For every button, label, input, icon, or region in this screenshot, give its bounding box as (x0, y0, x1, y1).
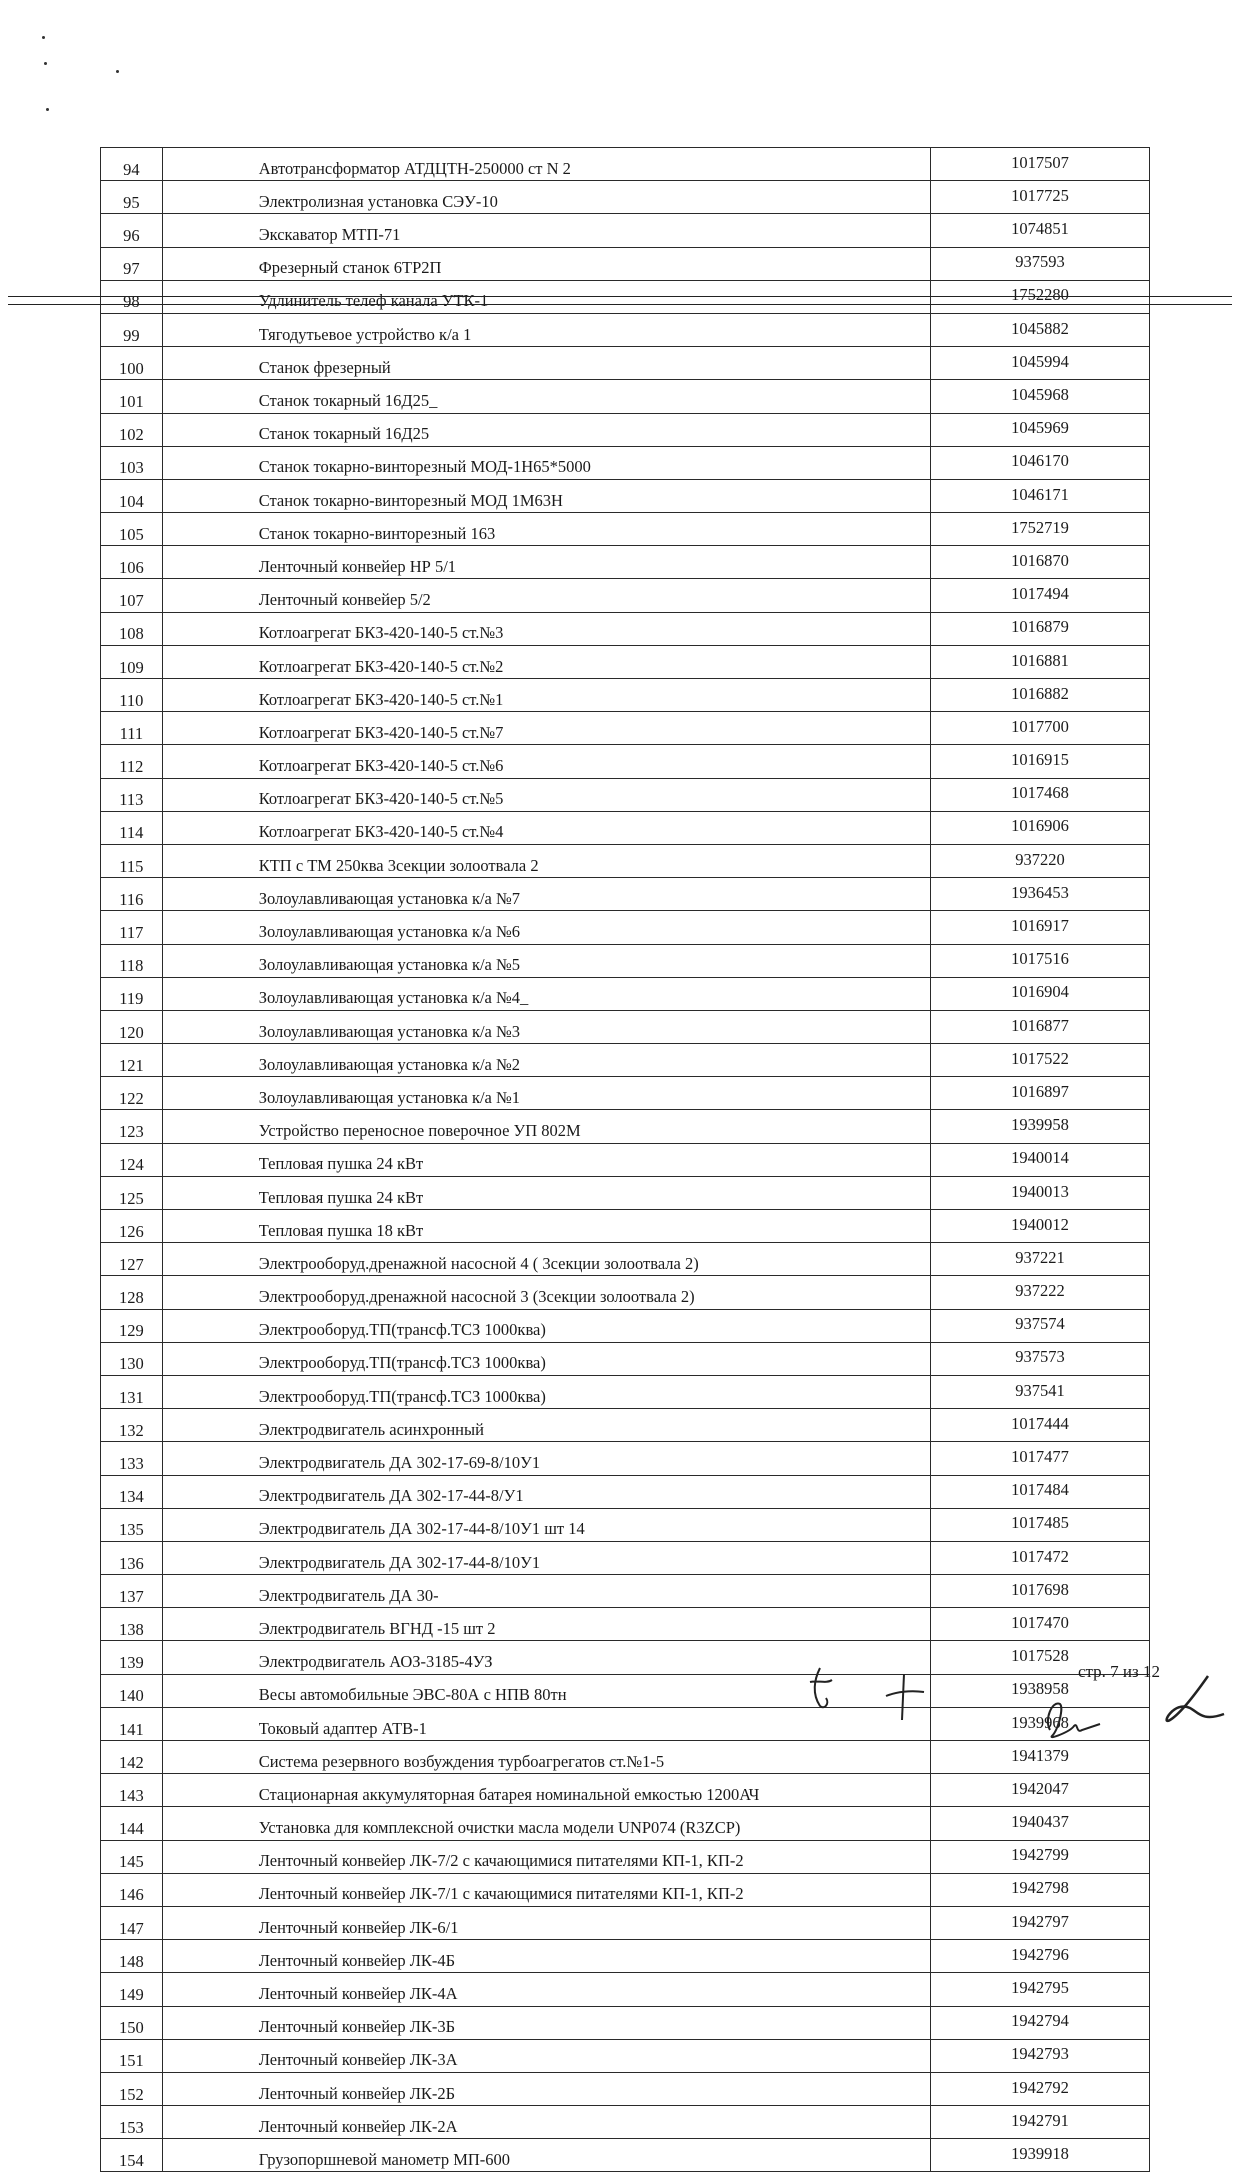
inventory-code: 1016882 (930, 679, 1149, 712)
item-name: Тепловая пушка 24 кВт (162, 1143, 930, 1176)
item-name: Станок фрезерный (162, 347, 930, 380)
item-name: Система резервного возбуждения турбоагрегатов ст.№1-5 (162, 1741, 930, 1774)
item-name: Автотрансформатор АТДЦТН-250000 ст N 2 (162, 148, 930, 181)
row-number: 118 (101, 944, 163, 977)
item-name: Электрооборуд.дренажной насосной 4 ( 3секции золоотвала 2) (162, 1243, 930, 1276)
row-number: 108 (101, 612, 163, 645)
row-number: 115 (101, 844, 163, 877)
row-number: 143 (101, 1774, 163, 1807)
item-name: Золоулавливающая установка к/а №5 (162, 944, 930, 977)
table-row (101, 1741, 1150, 1774)
inventory-code: 1942795 (930, 1973, 1149, 2006)
table-row (101, 513, 1150, 546)
inventory-code: 1942798 (930, 1873, 1149, 1906)
row-number: 95 (101, 181, 163, 214)
item-name: Золоулавливающая установка к/а №4_ (162, 977, 930, 1010)
table-row (101, 811, 1150, 844)
table-row (101, 1044, 1150, 1077)
inventory-code: 1045969 (930, 413, 1149, 446)
table-row (101, 1840, 1150, 1873)
inventory-code: 937220 (930, 844, 1149, 877)
inventory-code: 1752280 (930, 280, 1149, 313)
row-number: 97 (101, 247, 163, 280)
inventory-code: 937541 (930, 1375, 1149, 1408)
item-name: Станок токарный 16Д25_ (162, 380, 930, 413)
inventory-code: 937221 (930, 1243, 1149, 1276)
inventory-code: 1016870 (930, 546, 1149, 579)
inventory-code: 1017725 (930, 181, 1149, 214)
table-row (101, 546, 1150, 579)
inventory-code: 1016904 (930, 977, 1149, 1010)
table-row (101, 1674, 1150, 1707)
inventory-code: 1017522 (930, 1044, 1149, 1077)
row-number: 105 (101, 513, 163, 546)
item-name: Ленточный конвейер ЛК-4А (162, 1973, 930, 2006)
row-number: 102 (101, 413, 163, 446)
item-name: Ленточный конвейер НР 5/1 (162, 546, 930, 579)
table-row (101, 1276, 1150, 1309)
item-name: Станок токарно-винторезный МОД-1Н65*5000 (162, 446, 930, 479)
item-name: Электродвигатель асинхронный (162, 1409, 930, 1442)
table-row (101, 844, 1150, 877)
item-name: Станок токарный 16Д25 (162, 413, 930, 446)
table-row (101, 1475, 1150, 1508)
row-number: 134 (101, 1475, 163, 1508)
item-name: Котлоагрегат БКЗ-420-140-5 ст.№1 (162, 679, 930, 712)
table-row (101, 1940, 1150, 1973)
inventory-code: 1942794 (930, 2006, 1149, 2039)
item-name: Золоулавливающая установка к/а №2 (162, 1044, 930, 1077)
item-name: Электродвигатель ВГНД -15 шт 2 (162, 1608, 930, 1641)
table-row (101, 1906, 1150, 1939)
table-row (101, 1409, 1150, 1442)
row-number: 98 (101, 280, 163, 313)
inventory-code: 1942792 (930, 2072, 1149, 2105)
inventory-code: 1017528 (930, 1641, 1149, 1674)
item-name: Станок токарно-винторезный МОД 1М63Н (162, 479, 930, 512)
row-number: 121 (101, 1044, 163, 1077)
table-row (101, 2006, 1150, 2039)
item-name: Тепловая пушка 24 кВт (162, 1176, 930, 1209)
inventory-code: 1046171 (930, 479, 1149, 512)
table-row (101, 148, 1150, 181)
item-name: Электродвигатель ДА 302-17-44-8/10У1 шт 14 (162, 1508, 930, 1541)
row-number: 137 (101, 1575, 163, 1608)
row-number: 130 (101, 1342, 163, 1375)
table-row (101, 479, 1150, 512)
item-name: Удлинитель телеф канала УТК-1 (162, 280, 930, 313)
inventory-code: 1942799 (930, 1840, 1149, 1873)
row-number: 147 (101, 1906, 163, 1939)
item-name: Станок токарно-винторезный 163 (162, 513, 930, 546)
inventory-code: 937573 (930, 1342, 1149, 1375)
inventory-code: 1942797 (930, 1906, 1149, 1939)
row-number: 131 (101, 1375, 163, 1408)
row-number: 103 (101, 446, 163, 479)
row-number: 117 (101, 911, 163, 944)
signature (1030, 1690, 1110, 1745)
table-row (101, 1375, 1150, 1408)
inventory-code: 937593 (930, 247, 1149, 280)
item-name: Золоулавливающая установка к/а №1 (162, 1077, 930, 1110)
row-number: 116 (101, 878, 163, 911)
initials-mark (790, 1660, 850, 1720)
inventory-code: 1017700 (930, 712, 1149, 745)
inventory-code: 1942047 (930, 1774, 1149, 1807)
item-name: Котлоагрегат БКЗ-420-140-5 ст.№2 (162, 645, 930, 678)
row-number: 126 (101, 1210, 163, 1243)
inventory-code: 1045994 (930, 347, 1149, 380)
table-row (101, 878, 1150, 911)
inventory-code: 1936453 (930, 878, 1149, 911)
item-name: Электрооборуд.ТП(трансф.ТСЗ 1000ква) (162, 1342, 930, 1375)
row-number: 122 (101, 1077, 163, 1110)
row-number: 120 (101, 1010, 163, 1043)
initials-mark (880, 1670, 930, 1725)
item-name: КТП с ТМ 250ква 3секции золоотвала 2 (162, 844, 930, 877)
table-row (101, 1508, 1150, 1541)
item-name: Устройство переносное поверочное УП 802М (162, 1110, 930, 1143)
row-number: 141 (101, 1707, 163, 1740)
table-row (101, 2106, 1150, 2139)
inventory-code: 1939958 (930, 1110, 1149, 1143)
item-name: Электродвигатель ДА 30- (162, 1575, 930, 1608)
row-number: 149 (101, 1973, 163, 2006)
row-number: 154 (101, 2139, 163, 2172)
table-row (101, 1442, 1150, 1475)
row-number: 94 (101, 148, 163, 181)
inventory-code: 1017485 (930, 1508, 1149, 1541)
table-row (101, 944, 1150, 977)
row-number: 128 (101, 1276, 163, 1309)
table-row (101, 977, 1150, 1010)
inventory-code: 1045968 (930, 380, 1149, 413)
row-number: 148 (101, 1940, 163, 1973)
inventory-code: 1017470 (930, 1608, 1149, 1641)
item-name: Электролизная установка СЭУ-10 (162, 181, 930, 214)
row-number: 153 (101, 2106, 163, 2139)
table-row (101, 1110, 1150, 1143)
row-number: 152 (101, 2072, 163, 2105)
item-name: Золоулавливающая установка к/а №6 (162, 911, 930, 944)
table-row (101, 1243, 1150, 1276)
table-row (101, 181, 1150, 214)
inventory-code: 1017472 (930, 1541, 1149, 1574)
item-name: Ленточный конвейер ЛК-6/1 (162, 1906, 930, 1939)
table-row (101, 1973, 1150, 2006)
row-number: 100 (101, 347, 163, 380)
item-name: Ленточный конвейер ЛК-3А (162, 2039, 930, 2072)
inventory-code: 1016877 (930, 1010, 1149, 1043)
table-row (101, 1309, 1150, 1342)
item-name: Установка для комплексной очистки масла модели UNP074 (R3ZCP) (162, 1807, 930, 1840)
inventory-code: 1940013 (930, 1176, 1149, 1209)
item-name: Тягодутьевое устройство к/а 1 (162, 313, 930, 346)
item-name: Котлоагрегат БКЗ-420-140-5 ст.№5 (162, 778, 930, 811)
row-number: 146 (101, 1873, 163, 1906)
inventory-table (100, 147, 1150, 2172)
row-number: 132 (101, 1409, 163, 1442)
item-name: Грузопоршневой манометр МП-600 (162, 2139, 930, 2172)
table-row (101, 911, 1150, 944)
table-row (101, 579, 1150, 612)
strike-line (8, 296, 1232, 297)
table-row (101, 1210, 1150, 1243)
row-number: 135 (101, 1508, 163, 1541)
inventory-code: 1074851 (930, 214, 1149, 247)
table-row (101, 1176, 1150, 1209)
table-row (101, 1143, 1150, 1176)
item-name: Котлоагрегат БКЗ-420-140-5 ст.№4 (162, 811, 930, 844)
inventory-code: 1017444 (930, 1409, 1149, 1442)
row-number: 107 (101, 579, 163, 612)
inventory-code: 1940012 (930, 1210, 1149, 1243)
item-name: Электродвигатель АОЗ-3185-4УЗ (162, 1641, 930, 1674)
table-row (101, 413, 1150, 446)
item-name: Золоулавливающая установка к/а №7 (162, 878, 930, 911)
row-number: 113 (101, 778, 163, 811)
row-number: 125 (101, 1176, 163, 1209)
table-row (101, 1010, 1150, 1043)
item-name: Фрезерный станок 6ТР2П (162, 247, 930, 280)
table-row (101, 214, 1150, 247)
item-name: Ленточный конвейер ЛК-2А (162, 2106, 930, 2139)
item-name: Золоулавливающая установка к/а №3 (162, 1010, 930, 1043)
item-name: Электрооборуд.ТП(трансф.ТСЗ 1000ква) (162, 1375, 930, 1408)
table-row (101, 712, 1150, 745)
row-number: 150 (101, 2006, 163, 2039)
table-row (101, 1541, 1150, 1574)
table-row (101, 1342, 1150, 1375)
inventory-code: 1017484 (930, 1475, 1149, 1508)
row-number: 129 (101, 1309, 163, 1342)
row-number: 139 (101, 1641, 163, 1674)
item-name: Ленточный конвейер ЛК-2Б (162, 2072, 930, 2105)
item-name: Экскаватор МТП-71 (162, 214, 930, 247)
table-row (101, 679, 1150, 712)
table-row (101, 446, 1150, 479)
item-name: Ленточный конвейер ЛК-4Б (162, 1940, 930, 1973)
inventory-code: 1939968 (930, 1707, 1149, 1740)
table-row (101, 2139, 1150, 2172)
item-name: Электрооборуд.ТП(трансф.ТСЗ 1000ква) (162, 1309, 930, 1342)
inventory-code: 1017477 (930, 1442, 1149, 1475)
table-row (101, 1774, 1150, 1807)
inventory-table-body (101, 148, 1150, 2172)
item-name: Ленточный конвейер 5/2 (162, 579, 930, 612)
row-number: 151 (101, 2039, 163, 2072)
table-row (101, 2039, 1150, 2072)
inventory-code: 1016881 (930, 645, 1149, 678)
item-name: Токовый адаптер АТВ-1 (162, 1707, 930, 1740)
row-number: 111 (101, 712, 163, 745)
item-name: Стационарная аккумуляторная батарея номинальной емкостью 1200АЧ (162, 1774, 930, 1807)
table-row (101, 313, 1150, 346)
inventory-code: 1016906 (930, 811, 1149, 844)
row-number: 110 (101, 679, 163, 712)
table-row (101, 380, 1150, 413)
inventory-code: 1017507 (930, 148, 1149, 181)
table-row (101, 1873, 1150, 1906)
inventory-code: 1017698 (930, 1575, 1149, 1608)
inventory-code: 1941379 (930, 1741, 1149, 1774)
row-number: 145 (101, 1840, 163, 1873)
table-row (101, 2072, 1150, 2105)
row-number: 101 (101, 380, 163, 413)
row-number: 127 (101, 1243, 163, 1276)
table-row (101, 1608, 1150, 1641)
inventory-code: 1942796 (930, 1940, 1149, 1973)
inventory-code: 937574 (930, 1309, 1149, 1342)
item-name: Электродвигатель ДА 302-17-44-8/У1 (162, 1475, 930, 1508)
table-row (101, 645, 1150, 678)
inventory-code: 1016879 (930, 612, 1149, 645)
inventory-code: 1016897 (930, 1077, 1149, 1110)
row-number: 114 (101, 811, 163, 844)
table-row (101, 1707, 1150, 1740)
inventory-code: 1942791 (930, 2106, 1149, 2139)
inventory-code: 937222 (930, 1276, 1149, 1309)
inventory-code: 1017494 (930, 579, 1149, 612)
table-row (101, 1641, 1150, 1674)
row-number: 140 (101, 1674, 163, 1707)
item-name: Весы автомобильные ЭВС-80А с НПВ 80тн (162, 1674, 930, 1707)
row-number: 99 (101, 313, 163, 346)
row-number: 109 (101, 645, 163, 678)
row-number: 136 (101, 1541, 163, 1574)
inventory-code: 1939918 (930, 2139, 1149, 2172)
inventory-code: 1017468 (930, 778, 1149, 811)
item-name: Ленточный конвейер ЛК-7/2 с качающимися питателями КП-1, КП-2 (162, 1840, 930, 1873)
item-name: Электрооборуд.дренажной насосной 3 (3секции золоотвала 2) (162, 1276, 930, 1309)
item-name: Электродвигатель ДА 302-17-44-8/10У1 (162, 1541, 930, 1574)
item-name: Тепловая пушка 18 кВт (162, 1210, 930, 1243)
signature (1150, 1670, 1230, 1740)
row-number: 119 (101, 977, 163, 1010)
item-name: Котлоагрегат БКЗ-420-140-5 ст.№6 (162, 745, 930, 778)
table-row (101, 247, 1150, 280)
row-number: 112 (101, 745, 163, 778)
item-name: Электродвигатель ДА 302-17-69-8/10У1 (162, 1442, 930, 1475)
item-name: Котлоагрегат БКЗ-420-140-5 ст.№3 (162, 612, 930, 645)
table-row (101, 612, 1150, 645)
row-number: 106 (101, 546, 163, 579)
table-row (101, 745, 1150, 778)
page-number: стр. 7 из 12 (1078, 1662, 1160, 1681)
row-number: 144 (101, 1807, 163, 1840)
row-number: 142 (101, 1741, 163, 1774)
table-row (101, 1077, 1150, 1110)
inventory-code: 1016915 (930, 745, 1149, 778)
inventory-code: 1940437 (930, 1807, 1149, 1840)
table-row (101, 778, 1150, 811)
inventory-code: 1016917 (930, 911, 1149, 944)
inventory-code: 1938958 (930, 1674, 1149, 1707)
row-number: 124 (101, 1143, 163, 1176)
table-row (101, 1807, 1150, 1840)
inventory-code: 1017516 (930, 944, 1149, 977)
row-number: 104 (101, 479, 163, 512)
inventory-code: 1752719 (930, 513, 1149, 546)
inventory-code: 1942793 (930, 2039, 1149, 2072)
inventory-code: 1045882 (930, 313, 1149, 346)
row-number: 96 (101, 214, 163, 247)
row-number: 123 (101, 1110, 163, 1143)
table-row (101, 1575, 1150, 1608)
item-name: Котлоагрегат БКЗ-420-140-5 ст.№7 (162, 712, 930, 745)
table-row (101, 347, 1150, 380)
strike-line (8, 304, 1232, 305)
item-name: Ленточный конвейер ЛК-7/1 с качающимися питателями КП-1, КП-2 (162, 1873, 930, 1906)
inventory-code: 1940014 (930, 1143, 1149, 1176)
inventory-code: 1046170 (930, 446, 1149, 479)
row-number: 133 (101, 1442, 163, 1475)
item-name: Ленточный конвейер ЛК-3Б (162, 2006, 930, 2039)
row-number: 138 (101, 1608, 163, 1641)
